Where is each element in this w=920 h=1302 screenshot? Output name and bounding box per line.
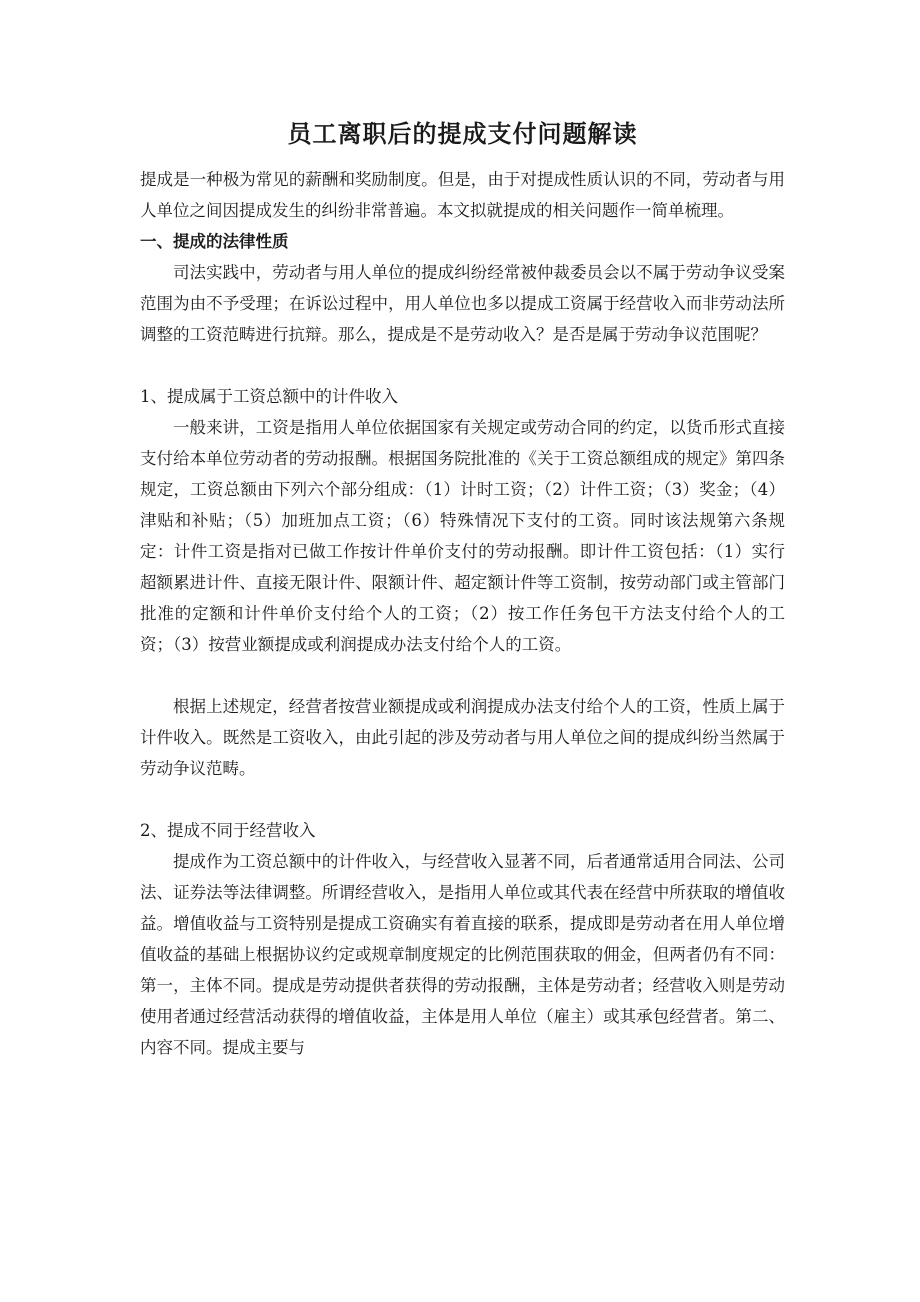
subsection-paragraph-piecework: 一般来讲，工资是指用人单位依据国家有关规定或劳动合同的约定，以货币形式直接支付给本单位劳动者的劳动报酬。根据国务院批准的《关于工资总额组成的规定》第四条规定，工资总额由下列六个部分组成：（1）计时工资；（2）计件工资；（3）奖金；（4）津贴和补贴；（5）加班加点工资；（6）特殊情况下支付的工资。同时该法规第六条规定：计件工资是指对已做工作按计件单价支付的劳动报酬。即计件工资包括：（1）实行超额累进计件、直接无限计件、限额计件、超定额计件等工资制，按劳动部门或主管部门批准的定额和计件单价支付给个人的工资；（2）按工作任务包干方法支付给个人的工资；（3）按营业额提成或利润提成办法支付给个人的工资。 xyxy=(140,418,785,654)
section-paragraph-legal-nature: 司法实践中，劳动者与用人单位的提成纠纷经常被仲裁委员会以不属于劳动争议受案范围为由不予受理；在诉讼过程中，用人单位也多以提成工资属于经营收入而非劳动法所调整的工资范畴进行抗辩。那么，提成是不是劳动收入？是否是属于劳动争议范围呢？ xyxy=(140,263,785,344)
document-page xyxy=(140,116,785,1063)
paragraph-spacer xyxy=(140,784,785,815)
intro-paragraph: 提成是一种极为常见的薪酬和奖励制度。但是，由于对提成性质认识的不同，劳动者与用人单位之间因提成发生的纠纷非常普遍。本文拟就提成的相关问题作一简单梳理。 xyxy=(140,170,785,220)
subsection-heading-business-income: 2、提成不同于经营收入 xyxy=(140,821,316,840)
subsection-paragraph-business-income: 提成作为工资总额中的计件收入，与经营收入显著不同，后者通常适用合同法、公司法、证券法等法律调整。所谓经营收入，是指用人单位或其代表在经营中所获取的增值收益。增值收益与工资特别是提成工资确实有着直接的联系，提成即是劳动者在用人单位增值收益的基础上根据协议约定或规章制度规定的比例范围获取的佣金，但两者仍有不同：第一，主体不同。提成是劳动提供者获得的劳动报酬，主体是劳动者；经营收入则是劳动使用者通过经营活动获得的增值收益，主体是用人单位（雇主）或其承包经营者。第二、内容不同。提成主要与 xyxy=(140,852,785,1057)
paragraph-spacer xyxy=(140,660,785,691)
subsection-paragraph-conclusion: 根据上述规定，经营者按营业额提成或利润提成办法支付给个人的工资，性质上属于计件收入。既然是工资收入，由此引起的涉及劳动者与用人单位之间的提成纠纷当然属于劳动争议范畴。 xyxy=(140,697,785,778)
subsection-heading-piecework: 1、提成属于工资总额中的计件收入 xyxy=(140,387,398,406)
paragraph-spacer xyxy=(140,350,785,381)
section-heading-legal-nature: 一、提成的法律性质 xyxy=(140,232,289,251)
document-title: 员工离职后的提成支付问题解读 xyxy=(287,119,638,148)
